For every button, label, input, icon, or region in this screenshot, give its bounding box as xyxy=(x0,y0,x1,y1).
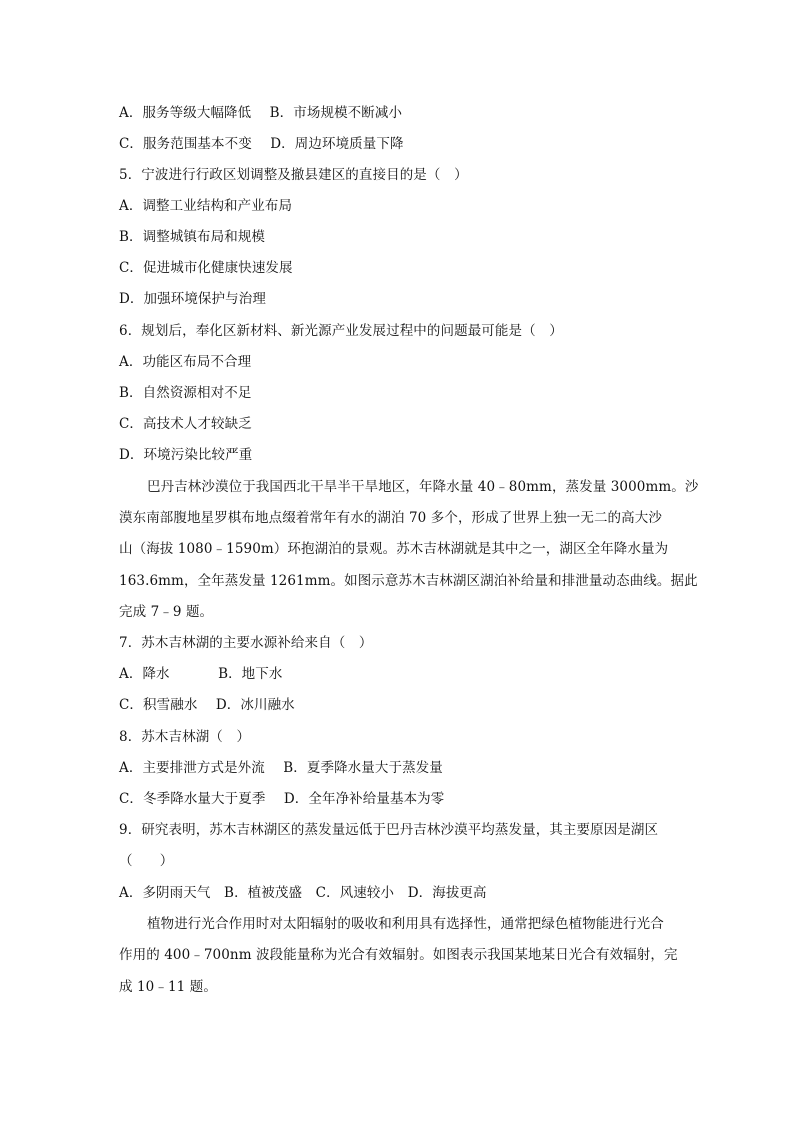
q8-option-c: C．冬季降水量大于夏季 xyxy=(119,791,266,807)
q8-option-a: A．主要排泄方式是外流 xyxy=(119,760,265,776)
q4-option-a: A．服务等级大幅降低 xyxy=(119,105,252,121)
q7-option-c: C．积雪融水 xyxy=(119,697,198,713)
q4-options-row-2 xyxy=(119,135,404,153)
q5-option-b: B．调整城镇布局和规模 xyxy=(119,229,266,245)
q4-options-row-1 xyxy=(119,104,402,122)
q4-option-c: C．服务范围基本不变 xyxy=(119,136,252,152)
q6-option-c: C．高技术人才较缺乏 xyxy=(119,416,252,432)
q6-option-d: D．环境污染比较严重 xyxy=(119,447,253,463)
q6-stem: 6．规划后，奉化区新材料、新光源产业发展过程中的问题最可能是（ ） xyxy=(119,323,563,339)
q5-option-d: D．加强环境保护与治理 xyxy=(119,291,266,307)
q7-options-row-2 xyxy=(119,696,295,714)
q5-option-a: A．调整工业结构和产业布局 xyxy=(119,198,293,214)
q9-stem-bracket: （ ） xyxy=(119,853,174,869)
q8-options-row-2 xyxy=(119,790,444,808)
q6-option-b: B．自然资源相对不足 xyxy=(119,385,252,401)
passage1-line-3: 山（海拔 1080﹣1590m）环抱湖泊的景观。苏木吉林湖就是其中之一，湖区全年降水量为 xyxy=(119,541,669,557)
q8-option-d: D．全年净补给量基本为零 xyxy=(283,791,445,807)
q4-option-b: B．市场规模不断减小 xyxy=(269,105,403,121)
passage2-line-2: 作用的 400﹣700nm 波段能量称为光合有效辐射。如图表示我国某地某日光合有效辐射，完 xyxy=(119,947,678,963)
passage1-line-2: 漠东南部腹地星罗棋布地点缀着常年有水的湖泊 70 多个，形成了世界上独一无二的高大沙 xyxy=(119,510,662,526)
q8-stem: 8．苏木吉林湖（ ） xyxy=(119,729,251,745)
q7-option-b: B．地下水 xyxy=(218,666,283,682)
q6-option-a: A．功能区布局不合理 xyxy=(119,354,252,370)
passage2-line-1: 植物进行光合作用时对太阳辐射的吸收和利用具有选择性，通常把绿色植物能进行光合 xyxy=(147,916,664,932)
q9-stem: 9．研究表明，苏木吉林湖区的蒸发量远低于巴丹吉林沙漠平均蒸发量，其主要原因是湖区 xyxy=(119,822,659,838)
q4-option-d: D．周边环境质量下降 xyxy=(270,136,404,152)
q5-stem: 5．宁波进行行政区划调整及撤县建区的直接目的是（ ） xyxy=(119,167,468,183)
q8-options-row-1 xyxy=(119,759,443,777)
passage1-line-5: 完成 7﹣9 题。 xyxy=(119,604,214,620)
q7-option-a: A．降水 xyxy=(119,666,170,682)
q8-option-b: B．夏季降水量大于蒸发量 xyxy=(283,760,443,776)
q9-options: A．多阴雨天气 B．植被茂盛 C．风速较小 D．海拔更高 xyxy=(119,885,487,901)
q7-options-row-1 xyxy=(119,665,282,683)
q5-option-c: C．促进城市化健康快速发展 xyxy=(119,260,293,276)
q7-option-d: D．冰川融水 xyxy=(215,697,295,713)
passage1-line-1: 巴丹吉林沙漠位于我国西北干旱半干旱地区，年降水量 40﹣80mm，蒸发量 3000mm。沙 xyxy=(147,479,699,495)
passage2-line-3: 成 10﹣11 题。 xyxy=(119,979,217,995)
q7-stem: 7．苏木吉林湖的主要水源补给来自（ ） xyxy=(119,635,373,651)
passage1-line-4: 163.6mm，全年蒸发量 1261mm。如图示意苏木吉林湖区湖泊补给量和排泄量动态曲线。据此 xyxy=(119,573,698,589)
